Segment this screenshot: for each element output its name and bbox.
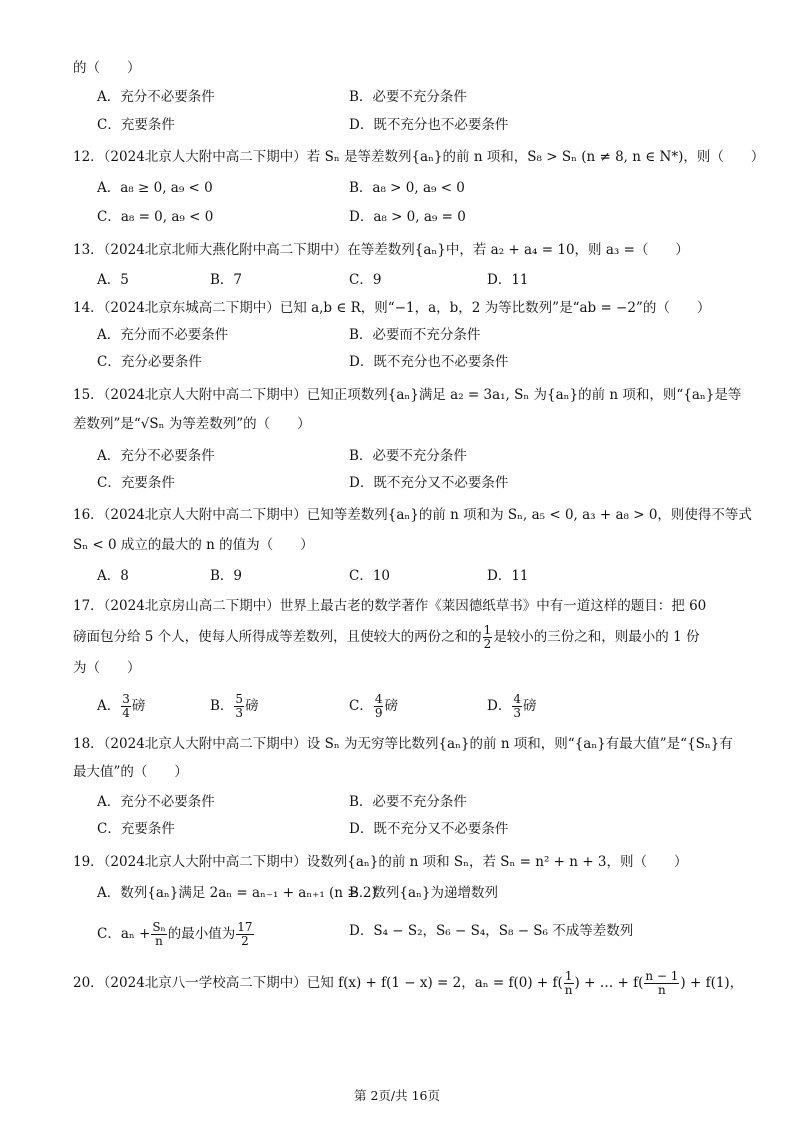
q17-line2-b: 是较小的三份之和，则最小的 1 份	[493, 629, 700, 645]
q13-option-b: B．7	[210, 272, 243, 288]
q15-option-d: D．既不充分又不必要条件	[349, 475, 509, 491]
q15-stem-line1: 15．（2024北京人大附中高二下期中）已知正项数列{aₙ}满足 a₂ = 3a₁, Sₙ 为{aₙ}的前 n 项和，则“{aₙ}是等	[73, 387, 742, 403]
q16-option-c: C．10	[349, 568, 391, 584]
q19-option-d: D．S₄ − S₂，S₆ − S₄，S₈ − S₆ 不成等差数列	[349, 923, 634, 939]
q14-stem: 14．（2024北京东城高二下期中）已知 a,b ∈ R，则“−1，a，b，2 为等比数列”是“ab = −2”的（ ）	[73, 300, 711, 316]
q12-option-b: B．a₈ > 0, a₉ < 0	[349, 180, 465, 196]
q17-stem-line2	[73, 624, 699, 651]
q15-stem-line2: 差数列”是“√Sₙ 为等差数列”的（ ）	[73, 416, 311, 432]
q13-stem: 13．（2024北京北师大燕化附中高二下期中）在等差数列{aₙ}中，若 a₂ + a₄ = 10，则 a₃ =（ ）	[73, 242, 689, 258]
q18-option-a: A．充分不必要条件	[97, 794, 215, 810]
q14-option-a: A．充分而不必要条件	[97, 327, 229, 343]
q16-option-d: D．11	[487, 568, 529, 584]
q19-option-c: C．aₙ + $\frac{\text{Sₙ}}{n}$ 的最小值为 $\frac{17}{2}$	[97, 920, 253, 948]
q17-option-b: B． $\frac{5}{3}$ 磅	[210, 692, 259, 720]
q12-option-d: D．a₈ > 0, a₉ = 0	[349, 209, 466, 225]
q11-option-d: D．既不充分也不必要条件	[349, 117, 509, 133]
q18-stem-line2: 最大值”的（ ）	[73, 764, 188, 780]
q18-option-d: D．既不充分又不必要条件	[349, 821, 509, 837]
q17-option-a: A． $\frac{3}{4}$ 磅	[97, 692, 146, 720]
q11-option-a: A．充分不必要条件	[97, 89, 215, 105]
q14-option-d: D．既不充分也不必要条件	[349, 354, 509, 370]
q15-option-c: C．充要条件	[97, 475, 175, 491]
q18-stem-line1: 18．（2024北京人大附中高二下期中）设 Sₙ 为无穷等比数列{aₙ}的前 n 项和，则“{aₙ}有最大值”是“{Sₙ}有	[73, 736, 733, 752]
q14-option-c: C．充分必要条件	[97, 354, 202, 370]
q18-option-b: B．必要不充分条件	[349, 794, 467, 810]
q11-option-c: C．充要条件	[97, 117, 175, 133]
q17-stem-line3: 为（ ）	[73, 660, 141, 676]
q17-line2-a: 磅面包分给 5 个人，使每人所得成等差数列，且使较大的两份之和的	[73, 629, 482, 645]
q16-option-b: B．9	[210, 568, 243, 584]
q12-stem: 12．（2024北京人大附中高二下期中）若 Sₙ 是等差数列{aₙ}的前 n 项和，S₈ > Sₙ (n ≠ 8, n ∈ N*)，则（ ）	[73, 149, 765, 165]
q17-option-c: C． $\frac{4}{9}$ 磅	[349, 692, 398, 720]
q19-option-b: B．数列{aₙ}为递增数列	[349, 885, 498, 901]
q13-option-c: C．9	[349, 272, 382, 288]
q19-option-a: A．数列{aₙ}满足 2aₙ = aₙ₋₁ + aₙ₊₁ (n ≥ 2)	[97, 885, 377, 901]
page-footer: 第 2页/共 16页	[353, 1088, 441, 1103]
q16-stem-line1: 16．（2024北京人大附中高二下期中）已知等差数列{aₙ}的前 n 项和为 Sₙ, a₅ < 0, a₃ + a₈ > 0，则使得不等式	[73, 507, 752, 523]
q16-option-a: A．8	[97, 568, 129, 584]
q16-stem-line2: Sₙ < 0 成立的最大的 n 的值为（ ）	[73, 537, 314, 553]
q19-stem: 19．（2024北京人大附中高二下期中）设数列{aₙ}的前 n 项和 Sₙ，若 Sₙ = n² + n + 3，则（ ）	[73, 854, 688, 870]
q12-option-a: A．a₈ ≥ 0, a₉ < 0	[97, 180, 213, 196]
q18-option-c: C．充要条件	[97, 821, 175, 837]
q13-option-d: D．11	[487, 272, 529, 288]
q12-option-c: C．a₈ = 0, a₉ < 0	[97, 209, 214, 225]
q20-stem: 20．（2024北京八一学校高二下期中）已知 f(x) + f(1 − x) = 2，aₙ = f(0) + f( $\frac{1}{n}$ ) + … + f( $\frac{n - 1}{n}$ ) + f(1)，	[73, 969, 744, 997]
q11-option-b: B．必要不充分条件	[349, 89, 467, 105]
q17-half-fraction: $\frac{1}{2}$	[483, 623, 492, 651]
q14-option-b: B．必要而不充分条件	[349, 327, 481, 343]
q15-option-b: B．必要不充分条件	[349, 448, 467, 464]
q15-option-a: A．充分不必要条件	[97, 448, 215, 464]
q17-option-d: D． $\frac{4}{3}$ 磅	[487, 692, 537, 720]
q11-stem-tail: 的（ ）	[73, 60, 141, 76]
q17-stem-line1: 17．（2024北京房山高二下期中）世界上最古老的数学著作《莱因德纸草书》中有一道这样的题目：把 60	[73, 598, 707, 614]
q13-option-a: A．5	[97, 272, 129, 288]
